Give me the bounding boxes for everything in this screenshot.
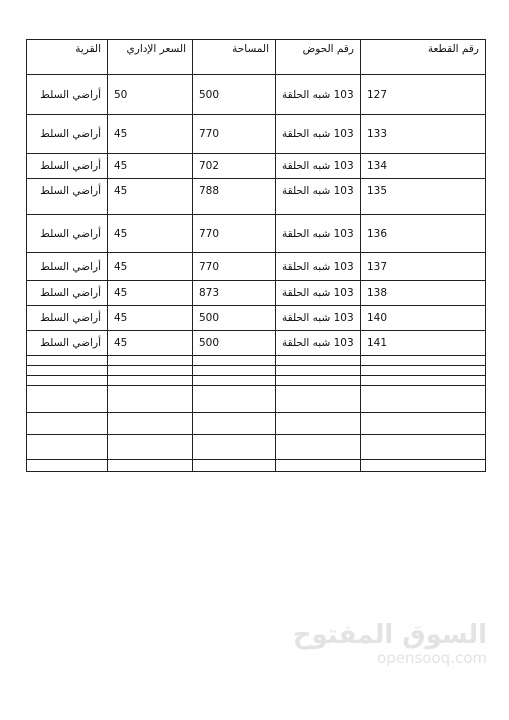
cell-plot: 136 (361, 215, 486, 253)
table-row (27, 75, 486, 115)
cell-plot: 134 (361, 154, 486, 179)
cell-plot: 127 (361, 75, 486, 115)
cell-price: 45 (108, 331, 193, 356)
empty-cell (361, 376, 486, 386)
cell-area: 770 (193, 215, 276, 253)
empty-cell (276, 460, 361, 472)
empty-cell (27, 376, 108, 386)
empty-cell (27, 460, 108, 472)
header-area: المساحة (193, 40, 276, 75)
cell-plot: 135 (361, 179, 486, 215)
empty-cell (276, 413, 361, 435)
cell-plot: 138 (361, 281, 486, 306)
cell-basin: 103 شبه الحلقة (276, 154, 361, 179)
cell-village: أراضي السلط (27, 215, 108, 253)
empty-cell (193, 376, 276, 386)
watermark-arabic: السوق المفتوح (292, 620, 487, 650)
cell-area: 702 (193, 154, 276, 179)
cell-price: 50 (108, 75, 193, 115)
empty-cell (193, 356, 276, 366)
watermark-english: opensooq.com (377, 649, 487, 667)
cell-price: 45 (108, 253, 193, 281)
empty-row (27, 376, 486, 386)
cell-area: 770 (193, 253, 276, 281)
empty-cell (361, 435, 486, 460)
table-row (27, 253, 486, 281)
empty-row (27, 413, 486, 435)
cell-basin: 103 شبه الحلقة (276, 281, 361, 306)
cell-basin: 103 شبه الحلقة (276, 179, 361, 215)
empty-cell (193, 460, 276, 472)
cell-plot: 137 (361, 253, 486, 281)
cell-village: أراضي السلط (27, 75, 108, 115)
cell-village: أراضي السلط (27, 306, 108, 331)
cell-price: 45 (108, 179, 193, 215)
empty-cell (108, 460, 193, 472)
header-plot-number: رقم القطعة (361, 40, 486, 75)
table-row (27, 331, 486, 356)
empty-cell (361, 386, 486, 413)
cell-area: 500 (193, 75, 276, 115)
table-body (27, 75, 486, 472)
cell-area: 500 (193, 306, 276, 331)
cell-village: أراضي السلط (27, 115, 108, 154)
cell-village: أراضي السلط (27, 253, 108, 281)
table-row (27, 281, 486, 306)
table-row (27, 179, 486, 215)
land-plots-table (26, 39, 486, 472)
empty-cell (108, 386, 193, 413)
cell-village: أراضي السلط (27, 179, 108, 215)
empty-row (27, 386, 486, 413)
empty-cell (108, 376, 193, 386)
cell-price: 45 (108, 306, 193, 331)
cell-basin: 103 شبه الحلقة (276, 75, 361, 115)
empty-row (27, 366, 486, 376)
empty-cell (108, 435, 193, 460)
cell-area: 500 (193, 331, 276, 356)
cell-area: 788 (193, 179, 276, 215)
cell-basin: 103 شبه الحلقة (276, 115, 361, 154)
cell-basin: 103 شبه الحلقة (276, 306, 361, 331)
empty-cell (361, 460, 486, 472)
empty-cell (361, 413, 486, 435)
table-row (27, 115, 486, 154)
cell-village: أراضي السلط (27, 331, 108, 356)
empty-cell (193, 366, 276, 376)
empty-cell (361, 356, 486, 366)
header-basin-number: رقم الحوض (276, 40, 361, 75)
empty-cell (193, 386, 276, 413)
cell-basin: 103 شبه الحلقة (276, 331, 361, 356)
cell-village: أراضي السلط (27, 154, 108, 179)
empty-cell (27, 366, 108, 376)
empty-cell (361, 366, 486, 376)
empty-cell (27, 435, 108, 460)
empty-cell (108, 366, 193, 376)
cell-area: 770 (193, 115, 276, 154)
empty-cell (276, 435, 361, 460)
empty-cell (108, 356, 193, 366)
opensooq-watermark (293, 620, 487, 666)
cell-plot: 140 (361, 306, 486, 331)
cell-village: أراضي السلط (27, 281, 108, 306)
cell-price: 45 (108, 115, 193, 154)
cell-price: 45 (108, 154, 193, 179)
empty-cell (276, 366, 361, 376)
empty-cell (27, 413, 108, 435)
empty-cell (27, 356, 108, 366)
empty-cell (27, 386, 108, 413)
empty-cell (193, 435, 276, 460)
header-village: القرية (27, 40, 108, 75)
cell-plot: 133 (361, 115, 486, 154)
table-row (27, 215, 486, 253)
table-row (27, 306, 486, 331)
empty-cell (193, 413, 276, 435)
cell-basin: 103 شبه الحلقة (276, 215, 361, 253)
empty-row (27, 460, 486, 472)
empty-cell (276, 356, 361, 366)
empty-cell (108, 413, 193, 435)
empty-cell (276, 376, 361, 386)
empty-row (27, 435, 486, 460)
empty-cell (276, 386, 361, 413)
table-row (27, 154, 486, 179)
empty-row (27, 356, 486, 366)
cell-price: 45 (108, 215, 193, 253)
header-admin-price: السعر الإداري (108, 40, 193, 75)
cell-plot: 141 (361, 331, 486, 356)
cell-price: 45 (108, 281, 193, 306)
cell-area: 873 (193, 281, 276, 306)
cell-basin: 103 شبه الحلقة (276, 253, 361, 281)
table-header-row (27, 40, 486, 75)
